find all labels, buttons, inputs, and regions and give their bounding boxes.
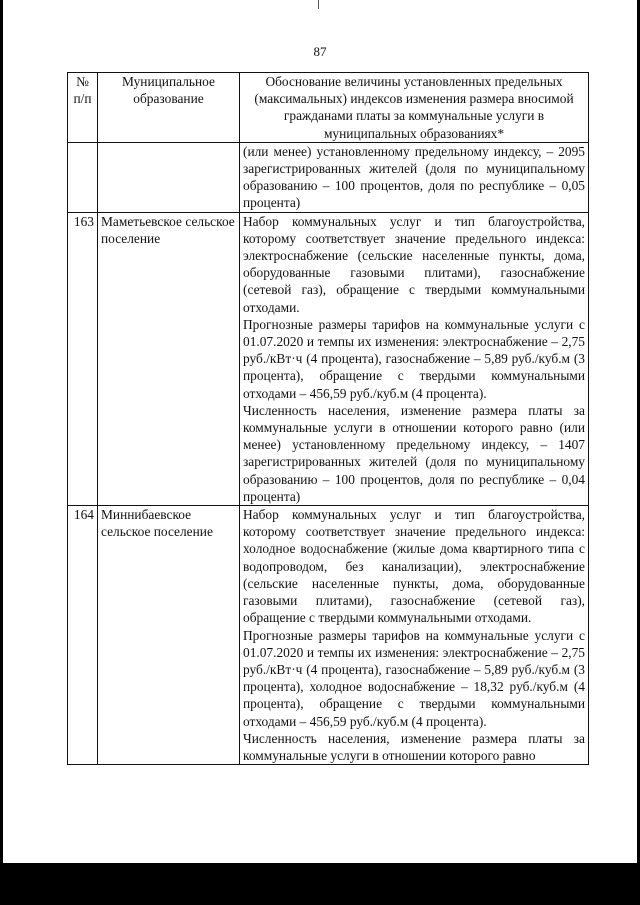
description-paragraph: Прогнозные размеры тарифов на коммунальные услуги с 01.07.2020 и темпы их изменения: электроснабжение – 2,75 руб./кВт·ч (4 процента), газоснабжение – 5,89 руб./куб.м (3 процента), обращение с твердыми коммунальными отходами – 456,59 руб./куб.м (4 процента). bbox=[243, 316, 585, 401]
table-row bbox=[68, 506, 589, 765]
scan-border-left bbox=[0, 0, 3, 905]
table-row-continuation bbox=[68, 142, 589, 212]
header-description: Обоснование величины установленных предельных (максимальных) индексов изменения размера вносимой гражданами платы за коммунальные услуги в муниципальных образованиях* bbox=[240, 73, 589, 143]
header-municipality: Муниципальное образование bbox=[98, 73, 240, 143]
description-paragraph: Численность населения, изменение размера платы за коммунальные услуги в отношении которого равно bbox=[243, 730, 585, 763]
page-number: 87 bbox=[313, 44, 327, 59]
row-number: 163 bbox=[68, 212, 98, 505]
continuation-num-cell bbox=[68, 142, 98, 212]
description-paragraph: Набор коммунальных услуг и тип благоустройства, которому соответствует значение предельного индекса: холодное водоснабжение (жилые дома квартирного типа с водопроводом, без канализации), электроснабжение (сельские населенные пункты, дома, оборудованные газовыми плитами), газоснабжение (сетевой газ), обращение с твердыми коммунальными отходами. bbox=[243, 507, 585, 626]
tariff-index-table bbox=[67, 72, 589, 765]
description-paragraph: Численность населения, изменение размера платы за коммунальные услуги в отношении которого равно (или менее) установленному предельному индексу, – 1407 зарегистрированных жителей (доля по муниципальному образованию – 100 процентов, доля по республике – 0,04 процента) bbox=[243, 402, 585, 504]
table-header-row bbox=[68, 73, 589, 143]
scan-border-bottom bbox=[0, 863, 640, 905]
header-num: № п/п bbox=[68, 73, 98, 143]
row-municipality: Маметьевское сельское поселение bbox=[98, 212, 240, 505]
row-description bbox=[240, 506, 589, 765]
description-paragraph: Прогнозные размеры тарифов на коммунальные услуги с 01.07.2020 и темпы их изменения: электроснабжение – 2,75 руб./кВт·ч (4 процента), газоснабжение – 5,89 руб./куб.м (3 процента), холодное водоснабжение – 18,32 руб./куб.м (4 процента), обращение с твердыми коммунальными отходами – 456,59 руб./куб.м (4 процента). bbox=[243, 627, 585, 729]
continuation-municipality-cell bbox=[98, 142, 240, 212]
scan-mark bbox=[318, 0, 319, 9]
row-description bbox=[240, 212, 589, 505]
continuation-description-cell bbox=[240, 142, 589, 212]
row-municipality: Миннибаевское сельское поселение bbox=[98, 506, 240, 765]
continuation-paragraph: (или менее) установленному предельному индексу, – 2095 зарегистрированных жителей (доля по муниципальному образованию – 100 процентов, доля по республике – 0,05 процента) bbox=[243, 143, 585, 211]
table-row bbox=[68, 212, 589, 505]
row-number: 164 bbox=[68, 506, 98, 765]
description-paragraph: Набор коммунальных услуг и тип благоустройства, которому соответствует значение предельного индекса: электроснабжение (сельские населенные пункты, дома, оборудованные газовыми плитами), газоснабжение (сетевой газ), обращение с твердыми коммунальными отходами. bbox=[243, 213, 585, 315]
